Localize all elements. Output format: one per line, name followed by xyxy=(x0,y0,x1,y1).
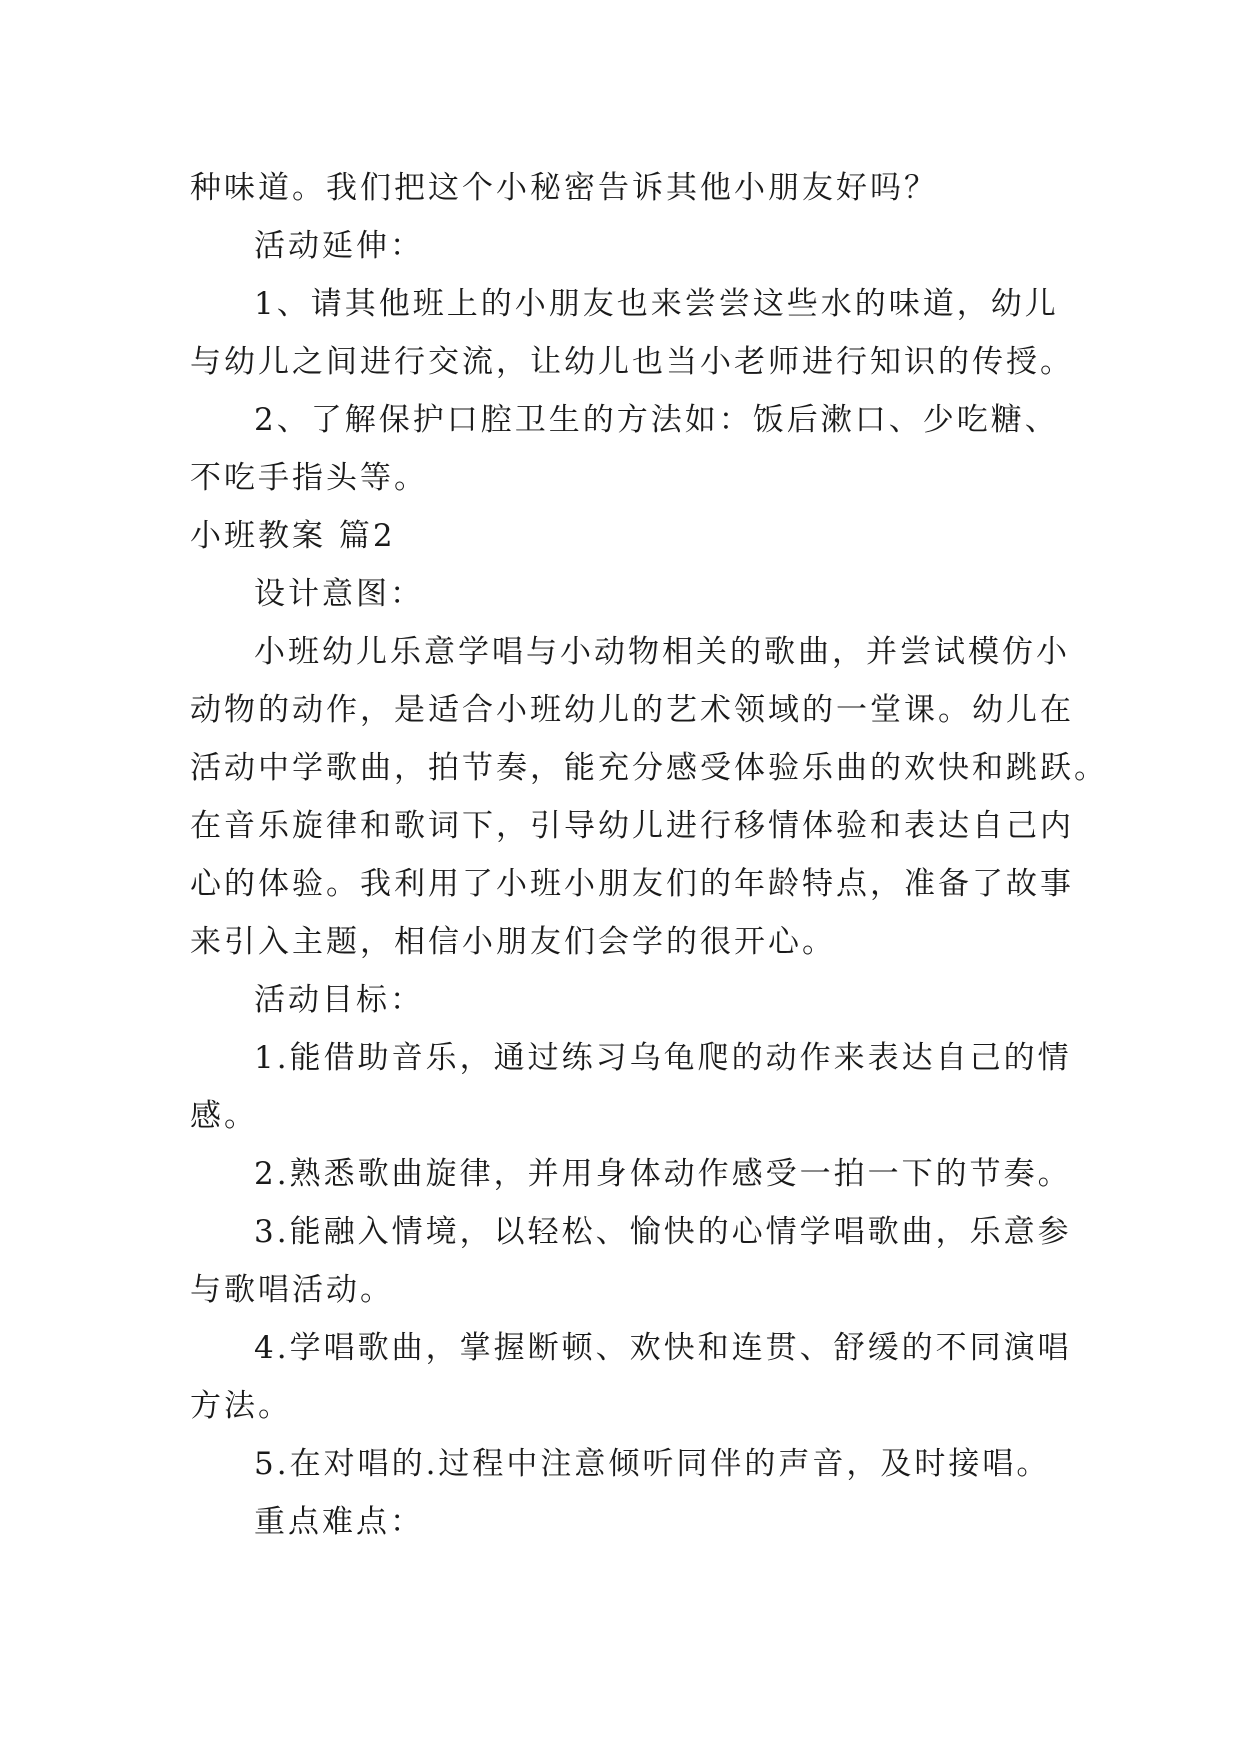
text-line: 与歌唱活动。 xyxy=(190,1272,394,1308)
text-line: 5.在对唱的.过程中注意倾听同伴的声音，及时接唱。 xyxy=(254,1446,1051,1482)
section-heading: 小班教案 篇2 xyxy=(190,518,396,554)
text-line: 在音乐旋律和歌词下，引导幼儿进行移情体验和表达自己内 xyxy=(190,808,1074,844)
text-line: 重点难点： xyxy=(254,1504,424,1540)
text-line: 心的体验。我利用了小班小朋友们的年龄特点，准备了故事 xyxy=(190,866,1074,902)
text-line: 2、了解保护口腔卫生的方法如：饭后漱口、少吃糖、 xyxy=(254,402,1059,438)
text-line: 方法。 xyxy=(190,1388,292,1424)
text-line: 活动中学歌曲，拍节奏，能充分感受体验乐曲的欢快和跳跃。 xyxy=(190,750,1108,786)
text-line: 动物的动作，是适合小班幼儿的艺术领域的一堂课。幼儿在 xyxy=(190,692,1074,728)
text-line: 来引入主题，相信小朋友们会学的很开心。 xyxy=(190,924,836,960)
text-line: 不吃手指头等。 xyxy=(190,460,428,496)
text-line: 1.能借助音乐，通过练习乌龟爬的动作来表达自己的情 xyxy=(254,1040,1072,1076)
text-line: 3.能融入情境，以轻松、愉快的心情学唱歌曲，乐意参 xyxy=(254,1214,1072,1250)
text-line: 设计意图： xyxy=(254,576,424,612)
text-line: 1、请其他班上的小朋友也来尝尝这些水的味道，幼儿 xyxy=(254,286,1059,322)
text-line: 与幼儿之间进行交流，让幼儿也当小老师进行知识的传授。 xyxy=(190,344,1074,380)
text-line: 4.学唱歌曲，掌握断顿、欢快和连贯、舒缓的不同演唱 xyxy=(254,1330,1072,1366)
text-line: 感。 xyxy=(190,1098,258,1134)
text-line: 2.熟悉歌曲旋律，并用身体动作感受一拍一下的节奏。 xyxy=(254,1156,1072,1192)
text-line: 活动目标： xyxy=(254,982,424,1018)
text-line: 小班幼儿乐意学唱与小动物相关的歌曲，并尝试模仿小 xyxy=(254,634,1070,670)
text-line: 种味道。我们把这个小秘密告诉其他小朋友好吗？ xyxy=(190,170,938,206)
text-line: 活动延伸： xyxy=(254,228,424,264)
